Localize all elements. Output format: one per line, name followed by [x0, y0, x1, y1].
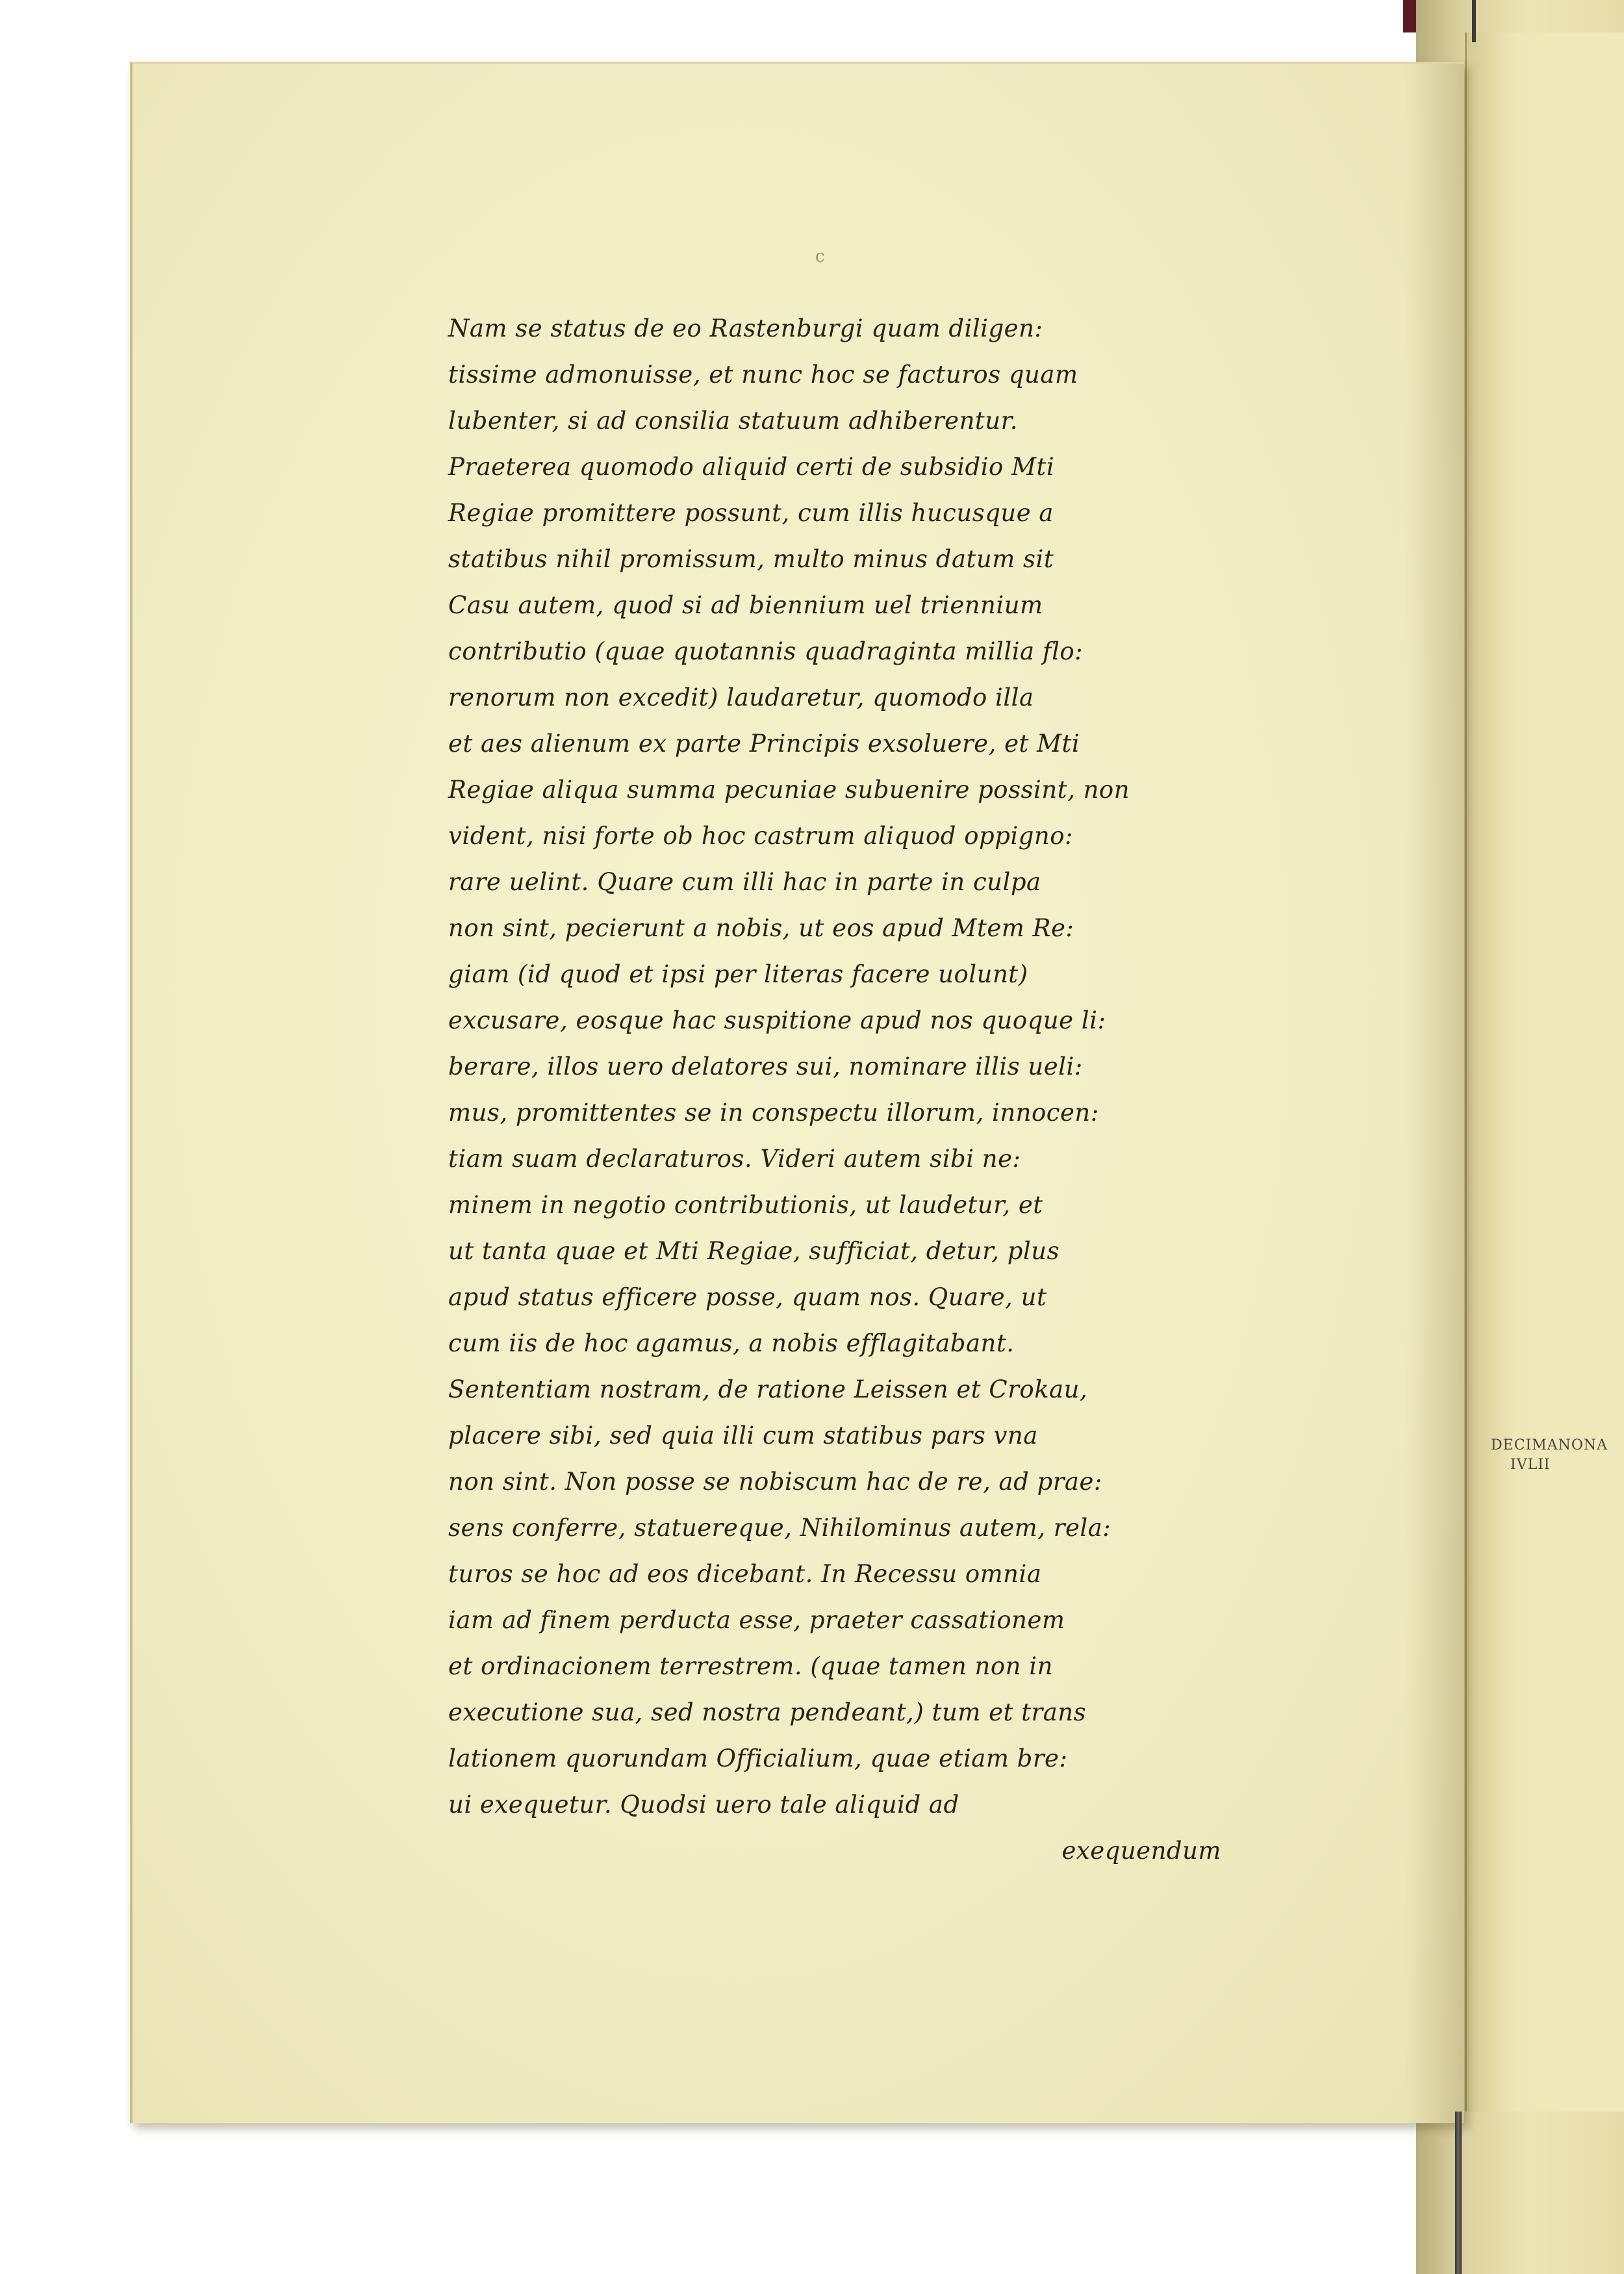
catchword: exequendum: [1061, 1837, 1221, 1865]
manuscript-line: cum iis de hoc agamus, a nobis efflagitabant.: [448, 1329, 1015, 1357]
manuscript-line: Nam se status de eo Rastenburgi quam diligen:: [448, 314, 1043, 342]
manuscript-line: excusare, eosque hac suspitione apud nos quoque li:: [448, 1006, 1106, 1034]
manuscript-line: lubenter, si ad consilia statuum adhiberentur.: [448, 407, 1018, 435]
manuscript-line: non sint. Non posse se nobiscum hac de re, ad prae:: [448, 1468, 1102, 1496]
manuscript-line: sens conferre, statuereque, Nihilominus autem, rela:: [448, 1514, 1111, 1542]
adjacent-page: [1465, 32, 1624, 2112]
page-mark: c: [815, 247, 825, 266]
manuscript-line: Casu autem, quod si ad biennium uel triennium: [448, 591, 1043, 619]
manuscript-line: Regiae aliqua summa pecuniae subuenire possint, non: [448, 776, 1130, 804]
manuscript-line: non sint, pecierunt a nobis, ut eos apud Mtem Re:: [448, 914, 1074, 942]
manuscript-line: tissime admonuisse, et nunc hoc se facturos quam: [448, 361, 1078, 389]
manuscript-line: contributio (quae quotannis quadraginta millia flo:: [448, 637, 1084, 665]
manuscript-line: berare, illos uero delatores sui, nominare illis ueli:: [448, 1053, 1083, 1080]
manuscript-line: Sententiam nostram, de ratione Leissen et Crokau,: [448, 1375, 1088, 1403]
manuscript-line: lationem quorundam Officialium, quae etiam bre:: [448, 1744, 1068, 1772]
manuscript-line: rare uelint. Quare cum illi hac in parte in culpa: [448, 868, 1041, 896]
manuscript-line: executione sua, sed nostra pendeant,) tum et trans: [448, 1698, 1087, 1726]
bookmark-thread: [1472, 0, 1476, 42]
manuscript-line: Regiae promittere possunt, cum illis hucusque a: [448, 499, 1054, 527]
margin-note-line-2: IVLII: [1510, 1457, 1551, 1473]
manuscript-line: mus, promittentes se in conspectu illorum, innocen:: [448, 1099, 1099, 1127]
manuscript-line: et ordinacionem terrestrem. (quae tamen non in: [448, 1652, 1053, 1680]
manuscript-line: statibus nihil promissum, multo minus datum sit: [448, 545, 1054, 573]
manuscript-line: apud status efficere posse, quam nos. Quare, ut: [448, 1283, 1047, 1311]
bookmark-ribbon-bottom: [1455, 2112, 1462, 2274]
manuscript-line: Praeterea quomodo aliquid certi de subsidio Mti: [448, 453, 1055, 481]
manuscript-line: et aes alienum ex parte Principis exsoluere, et Mti: [448, 730, 1080, 758]
manuscript-line: giam (id quod et ipsi per literas facere uolunt): [448, 960, 1028, 988]
manuscript-line: placere sibi, sed quia illi cum statibus pars vna: [448, 1422, 1038, 1450]
manuscript-text: [448, 305, 1267, 1874]
page-gutter-shadow: [1406, 64, 1464, 2123]
manuscript-line: iam ad finem perducta esse, praeter cassationem: [448, 1606, 1065, 1634]
manuscript-line: tiam suam declaraturos. Videri autem sibi ne:: [448, 1145, 1021, 1173]
manuscript-line: renorum non excedit) laudaretur, quomodo illa: [448, 683, 1034, 711]
manuscript-line: minem in negotio contributionis, ut laudetur, et: [448, 1191, 1043, 1219]
manuscript-line: ut tanta quae et Mti Regiae, sufficiat, detur, plus: [448, 1237, 1060, 1265]
margin-note: [1491, 1436, 1608, 1475]
manuscript-line: ui exequetur. Quodsi uero tale aliquid ad: [448, 1791, 959, 1819]
manuscript-line: turos se hoc ad eos dicebant. In Recessu omnia: [448, 1560, 1042, 1588]
margin-note-line-1: DECIMANONA: [1491, 1437, 1608, 1453]
manuscript-line: vident, nisi forte ob hoc castrum aliquod oppigno:: [448, 822, 1073, 850]
